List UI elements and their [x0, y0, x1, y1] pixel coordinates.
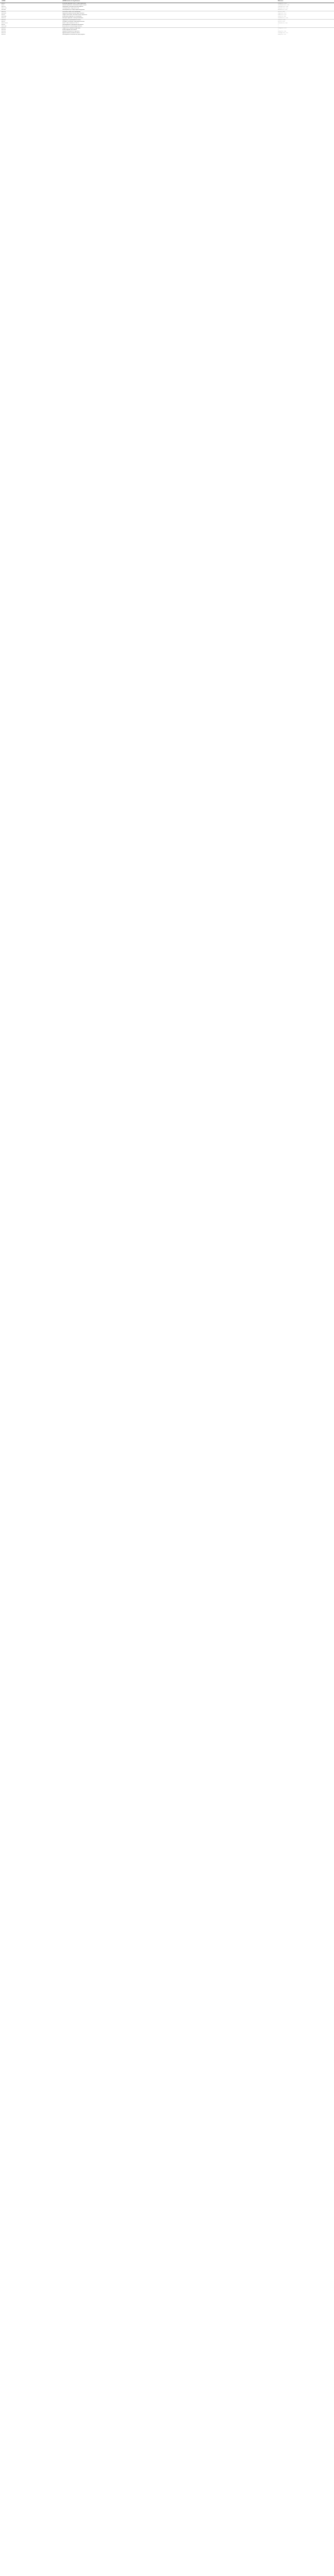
reference-cell: Hayashita et al., 2005 [278, 8, 289, 9]
mirna-cell: miR-200c [2, 13, 6, 14]
function-cell: Targets EZH2; reduced in lung cancer [61, 27, 276, 29]
mirna-cell: miR-451 [2, 34, 6, 36]
function-cell: Hypoxia-induced; elevated in tumors [62, 32, 80, 34]
reference-cell: Zhang et al., 2011 [276, 27, 334, 29]
reference-cell: Fabbri et al., 2007 [278, 14, 287, 16]
function-cell: Inflammation regulation; NF-κB pathway [62, 16, 81, 18]
reference-cell: Liu et al., 2009 [276, 11, 334, 13]
reference-cell: Ceppi et al., 2010 [278, 13, 287, 14]
mirna-cell: miR-17-92 [2, 8, 7, 9]
mirna-cell: miR-31 [2, 21, 5, 23]
reference-cell: Garofalo et al., 2009 [278, 23, 288, 24]
function-cell: Associated with chemotherapy resistance [62, 26, 82, 27]
reference-cell: Takamizawa et al., 2004 [278, 5, 290, 6]
mirna-cell: miR-126 [0, 11, 61, 13]
function-cell: Neutrophil regulation in airway inflammation [62, 18, 84, 19]
mirna-cell: miR-221/222 [2, 23, 8, 24]
reference-cell: Johnnidis et al., 2008 [278, 18, 288, 19]
function-cell: Upregulated; correlated with poor prognosis [62, 6, 84, 8]
function-cell: Downregulated; p53 target suppressing growth [62, 9, 85, 11]
mirna-cell: miR-155 [2, 6, 6, 8]
mirna-cell: miR-145 [0, 19, 61, 21]
function-cell: Suppresses epithelial-mesenchymal transition [62, 13, 85, 14]
function-cell: Increased expression; NSCLC tumor suppression [62, 3, 86, 5]
reference-cell: Wang et al., 2008 [278, 31, 287, 32]
reference-cell: Puissegur et al., 2011 [278, 32, 288, 34]
function-cell: Reduced expression; associated with poor survival [62, 5, 87, 6]
mirna-table [0, 0, 334, 36]
mirna-cell: let-7a [2, 5, 5, 6]
reference-cell: — [278, 24, 279, 26]
table-row [0, 34, 334, 36]
reference-cell: Yanaihara et al., 2006 [278, 6, 289, 8]
reference-cell: Zhang et al., 2014 [278, 3, 287, 5]
function-cell: Downregulated; associated with poor prognosis [62, 34, 85, 36]
function-cell: Targets DNMT3A/3B; reactivates tumor suppressors [62, 14, 88, 16]
function-cell: Overexpressed in lung cancer cells [62, 8, 79, 9]
reference-cell: Wang et al., 2011 [278, 34, 287, 36]
mirna-cell: miR-125b [2, 26, 7, 27]
mirna-cell: miR-210 [2, 32, 6, 34]
function-cell: Oncogenic; increased in lung adenocarcinoma [62, 21, 85, 23]
reference-cell: — [278, 29, 279, 31]
column-header-mirna: miRNA [0, 0, 61, 3]
mirna-cell: miR-146a [2, 16, 7, 18]
reference-cell: Cho et al., 2009 [276, 19, 334, 21]
mirna-cell: miR-16 [2, 24, 5, 26]
mirna-cell: miR-29 [2, 14, 5, 16]
reference-cell: Perry et al., 2008 [278, 16, 286, 18]
mirna-cell: miR-223 [2, 18, 6, 19]
table-body [0, 3, 334, 36]
reference-cell: — [278, 26, 279, 27]
column-header-reference: Reference [276, 0, 334, 3]
reference-cell: Liu et al., 2010 [278, 21, 285, 23]
function-cell: Downregulated in inflammatory lung disease [62, 24, 84, 26]
function-cell: Induce TRAIL resistance in NSCLC [62, 23, 79, 24]
mirna-cell: miR-34a [2, 9, 6, 11]
function-cell: Regulates metastasis in lung cancer [62, 31, 80, 32]
function-cell: Decreased; inhibits VEGF-A signaling [61, 11, 276, 13]
column-header-function: miRNA function in lung diseases [61, 0, 276, 3]
reference-cell: Bommer et al., 2007 [278, 9, 288, 11]
mirna-cell: miR-21 [2, 3, 5, 5]
mirna-cell: miR-101 [0, 27, 61, 29]
function-cell: Suppresses cell proliferation via EGFR [61, 19, 276, 21]
function-cell: Inhibits migration and invasion [62, 29, 77, 31]
mirna-cell: miR-183 [2, 31, 6, 32]
mirna-cell: miR-143 [2, 29, 6, 31]
